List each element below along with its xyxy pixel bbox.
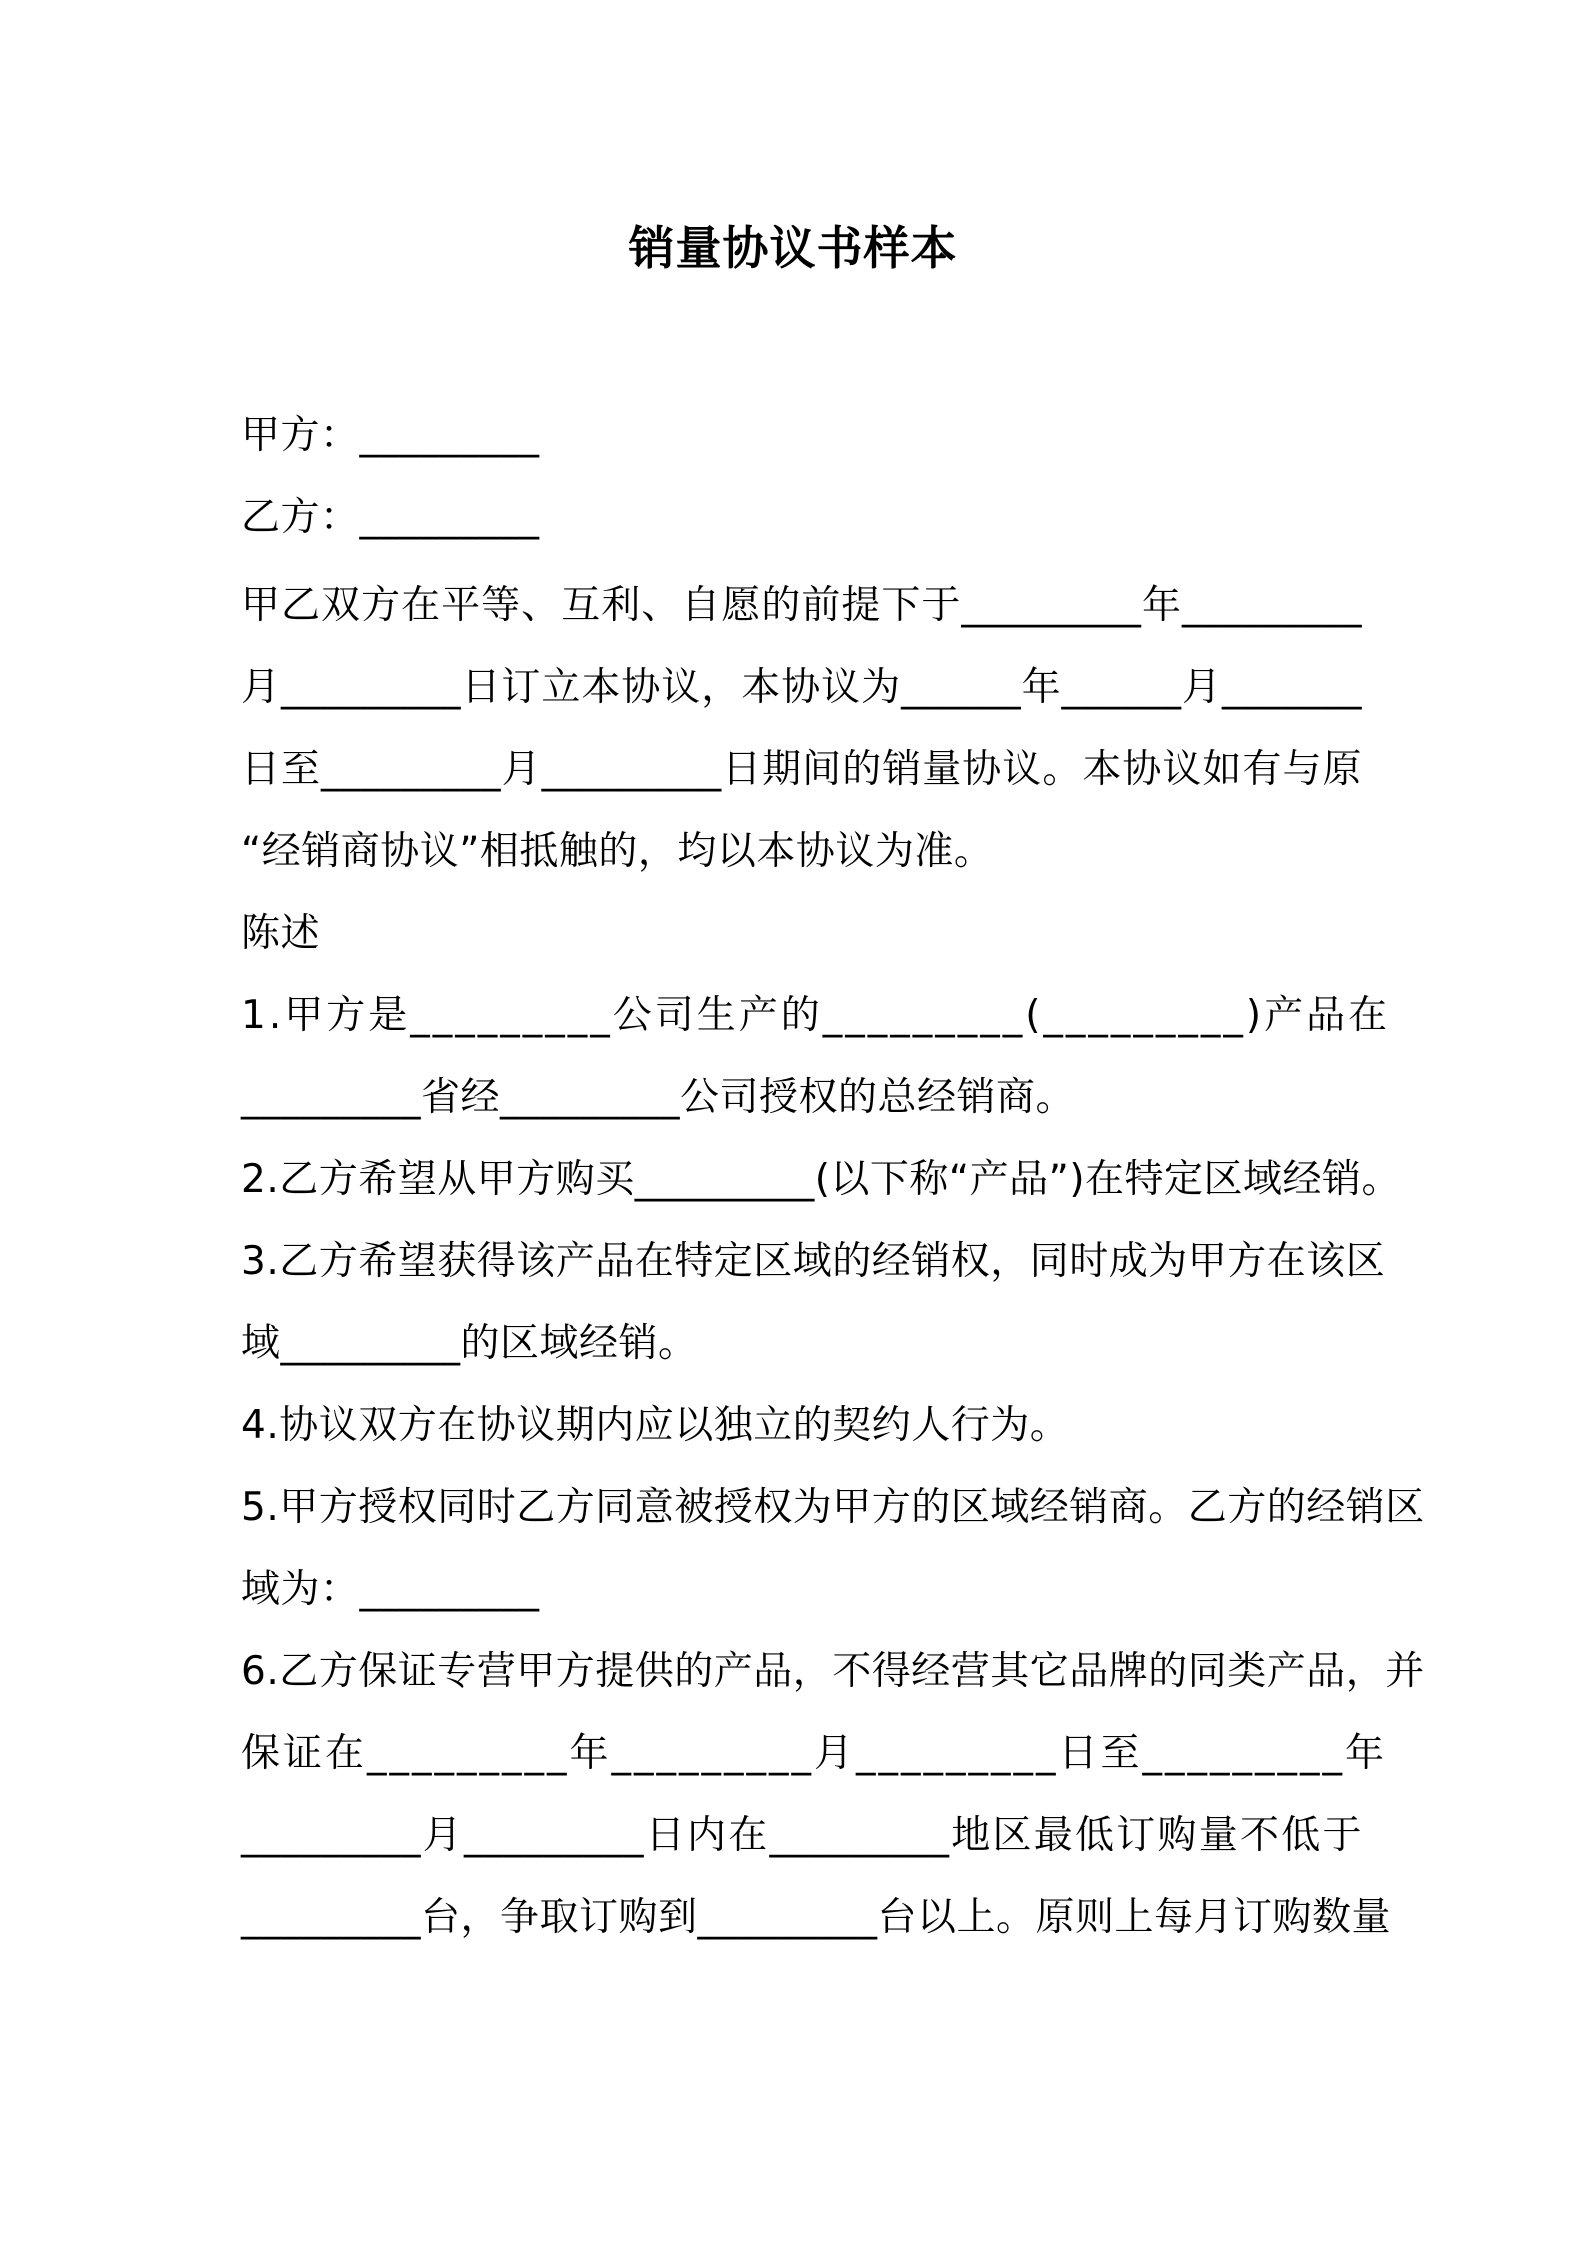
clause-4-line-1: 4.协议双方在协议期内应以独立的契约人行为。 (241, 1403, 1070, 1448)
clause-6-line-3: _________月_________日内在_________地区最低订购量不低于 (241, 1813, 1362, 1858)
clause-3-line-2: 域_________的区域经销。 (241, 1321, 698, 1366)
clause-1-line-1: 1.甲方是_________公司生产的_________(_________)产品在 (241, 993, 1391, 1038)
document-title: 销量协议书样本 (628, 221, 958, 275)
party-b-line: 乙方：_________ (241, 495, 540, 540)
section-heading-statement: 陈述 (241, 911, 321, 956)
clause-2-line-1: 2.乙方希望从甲方购买_________(以下称“产品”)在特定区域经销。 (241, 1157, 1402, 1202)
clause-3-line-1: 3.乙方希望获得该产品在特定区域的经销权，同时成为甲方在该区 (241, 1239, 1386, 1284)
preamble-line-4: “经销商协议”相抵触的，均以本协议为准。 (241, 829, 994, 874)
clause-5-line-2: 域为：_________ (241, 1567, 540, 1612)
clause-6-line-1: 6.乙方保证专营甲方提供的产品，不得经营其它品牌的同类产品，并 (241, 1649, 1425, 1694)
preamble-line-1: 甲乙双方在平等、互利、自愿的前提下于_________年_________ (241, 583, 1362, 628)
party-a-line: 甲方：_________ (241, 413, 540, 458)
clause-6-line-2: 保证在_________年_________月_________日至_________年 (241, 1731, 1388, 1776)
preamble-line-3: 日至_________月_________日期间的销量协议。本协议如有与原 (241, 747, 1362, 792)
preamble-line-2: 月_________日订立本协议，本协议为______年______月_______ (241, 665, 1362, 710)
clause-5-line-1: 5.甲方授权同时乙方同意被授权为甲方的区域经销商。乙方的经销区 (241, 1485, 1425, 1530)
clause-6-line-4: _________台，争取订购到_________台以上。原则上每月订购数量 (241, 1895, 1392, 1940)
clause-1-line-2: _________省经_________公司授权的总经销商。 (241, 1075, 1076, 1120)
